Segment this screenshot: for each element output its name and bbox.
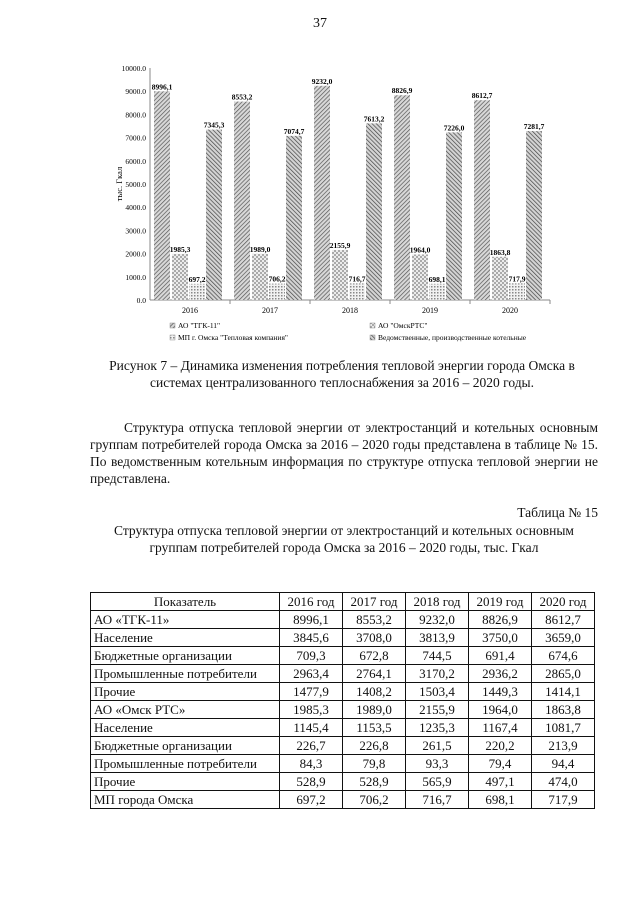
row-value: 9232,0 <box>406 611 469 629</box>
row-value: 3708,0 <box>343 629 406 647</box>
row-label: МП города Омска <box>91 791 280 809</box>
x-tick-label: 2020 <box>502 306 518 315</box>
bar-value-label: 2155,9 <box>329 240 351 250</box>
bar-value-label: 7226,0 <box>443 123 465 133</box>
page-number: 37 <box>313 16 327 31</box>
table-body <box>91 611 595 809</box>
legend-label: Ведомственные, производственные котельные <box>378 333 527 342</box>
table-row <box>91 755 595 773</box>
row-value: 8996,1 <box>280 611 343 629</box>
bar-series-1 <box>172 254 188 300</box>
y-tick-label: 8000.0 <box>125 110 146 120</box>
bar-value-label: 1964,0 <box>409 245 431 255</box>
bar-series-3 <box>446 132 462 300</box>
row-value: 709,3 <box>280 647 343 665</box>
bar-value-label: 7074,7 <box>283 126 305 136</box>
row-value: 1153,5 <box>343 719 406 737</box>
bar-series-2 <box>429 284 445 300</box>
legend-label: АО "ОмскРТС" <box>378 321 428 330</box>
bar-series-1 <box>332 250 348 300</box>
bar-series-2 <box>269 284 285 300</box>
row-value: 220,2 <box>469 737 532 755</box>
y-tick-label: 0.0 <box>136 296 146 305</box>
row-value: 261,5 <box>406 737 469 755</box>
bar-value-label: 716,7 <box>348 274 366 284</box>
legend-swatch <box>170 323 175 328</box>
row-value: 474,0 <box>532 773 595 791</box>
row-label: Прочие <box>91 683 280 701</box>
bar-series-0 <box>474 100 490 300</box>
row-value: 8612,7 <box>532 611 595 629</box>
header-2019: 2019 год <box>469 593 532 611</box>
row-value: 3659,0 <box>532 629 595 647</box>
header-2018: 2018 год <box>406 593 469 611</box>
row-label: Бюджетные организации <box>91 647 280 665</box>
table-row <box>91 647 595 665</box>
y-tick-label: 2000.0 <box>125 249 146 259</box>
legend-swatch <box>170 335 175 340</box>
y-tick-label: 6000.0 <box>125 156 146 166</box>
row-label: Население <box>91 719 280 737</box>
row-value: 1964,0 <box>469 701 532 719</box>
consumption-chart <box>92 52 562 344</box>
y-tick-label: 5000.0 <box>125 180 146 189</box>
header-2020: 2020 год <box>532 593 595 611</box>
table-row <box>91 683 595 701</box>
table-row <box>91 773 595 791</box>
table-row <box>91 701 595 719</box>
bar-value-label: 8553,2 <box>231 92 253 102</box>
header-indicator: Показатель <box>91 593 280 611</box>
table-number: Таблица № 15 <box>517 505 598 520</box>
table-header-row <box>91 593 595 611</box>
row-value: 1985,3 <box>280 701 343 719</box>
bar-series-2 <box>509 283 525 300</box>
row-value: 84,3 <box>280 755 343 773</box>
bar-series-0 <box>234 102 250 300</box>
row-value: 1145,4 <box>280 719 343 737</box>
x-tick-label: 2017 <box>262 306 278 315</box>
bar-value-label: 8826,9 <box>391 86 413 96</box>
row-label: Промышленные потребители <box>91 755 280 773</box>
bar-series-0 <box>314 86 330 300</box>
row-value: 226,8 <box>343 737 406 755</box>
y-tick-label: 1000.0 <box>125 272 146 282</box>
row-value: 674,6 <box>532 647 595 665</box>
row-label: Прочие <box>91 773 280 791</box>
y-tick-label: 9000.0 <box>125 87 146 97</box>
row-value: 698,1 <box>469 791 532 809</box>
body-paragraph: Структура отпуска тепловой энергии от электростанций и котельных основным группам потребителей города Омска за 2016 – 2020 годы представлена в таблице № 15. По ведомственным котельным информация по структуре отпуска тепловой энергии не представлена. <box>90 420 598 486</box>
row-label: Промышленные потребители <box>91 665 280 683</box>
row-value: 3845,6 <box>280 629 343 647</box>
row-value: 2155,9 <box>406 701 469 719</box>
bar-series-3 <box>286 136 302 300</box>
row-value: 8553,2 <box>343 611 406 629</box>
legend-swatch <box>370 323 375 328</box>
bar-series-1 <box>252 254 268 300</box>
row-label: АО «ТГК-11» <box>91 611 280 629</box>
row-value: 565,9 <box>406 773 469 791</box>
row-value: 1235,3 <box>406 719 469 737</box>
bar-series-1 <box>412 254 428 300</box>
bar-series-3 <box>206 130 222 300</box>
bar-value-label: 8996,1 <box>151 82 173 92</box>
bar-value-label: 698,1 <box>428 274 446 284</box>
bar-value-label: 7281,7 <box>523 122 545 132</box>
row-value: 2764,1 <box>343 665 406 683</box>
bar-value-label: 1863,8 <box>489 247 511 257</box>
row-value: 79,8 <box>343 755 406 773</box>
y-tick-label: 7000.0 <box>125 133 146 143</box>
table-row <box>91 611 595 629</box>
row-value: 697,2 <box>280 791 343 809</box>
heat-supply-table <box>90 592 595 809</box>
row-value: 2865,0 <box>532 665 595 683</box>
header-2016: 2016 год <box>280 593 343 611</box>
bar-series-2 <box>189 284 205 300</box>
row-value: 3750,0 <box>469 629 532 647</box>
x-tick-label: 2018 <box>342 306 358 315</box>
row-value: 1477,9 <box>280 683 343 701</box>
row-label: Население <box>91 629 280 647</box>
legend-swatch <box>370 335 375 340</box>
bar-value-label: 706,2 <box>268 274 286 284</box>
legend-label: АО "ТГК-11" <box>178 321 221 330</box>
row-value: 94,4 <box>532 755 595 773</box>
row-value: 528,9 <box>280 773 343 791</box>
figure-caption: Рисунок 7 – Динамика изменения потребления тепловой энергии города Омска в системах централизованного теплоснабжения за 2016 – 2020 годы. <box>109 358 575 390</box>
row-value: 1863,8 <box>532 701 595 719</box>
row-value: 744,5 <box>406 647 469 665</box>
row-value: 2963,4 <box>280 665 343 683</box>
bar-value-label: 717,9 <box>508 274 526 284</box>
row-value: 226,7 <box>280 737 343 755</box>
bar-value-label: 9232,0 <box>311 76 333 86</box>
row-value: 1989,0 <box>343 701 406 719</box>
y-axis-label: тыс. Гкал <box>114 166 124 202</box>
row-value: 93,3 <box>406 755 469 773</box>
row-value: 79,4 <box>469 755 532 773</box>
row-value: 691,4 <box>469 647 532 665</box>
row-value: 497,1 <box>469 773 532 791</box>
bar-series-2 <box>349 283 365 300</box>
bar-series-3 <box>526 131 542 300</box>
bar-value-label: 7613,2 <box>363 114 385 124</box>
row-value: 8826,9 <box>469 611 532 629</box>
table-row <box>91 791 595 809</box>
bar-value-label: 697,2 <box>188 274 206 284</box>
bar-series-0 <box>154 91 170 300</box>
table-row <box>91 737 595 755</box>
row-value: 3170,2 <box>406 665 469 683</box>
row-value: 528,9 <box>343 773 406 791</box>
bar-series-1 <box>492 257 508 300</box>
row-value: 672,8 <box>343 647 406 665</box>
table-row <box>91 665 595 683</box>
x-tick-label: 2016 <box>182 306 198 315</box>
row-label: Бюджетные организации <box>91 737 280 755</box>
row-value: 1081,7 <box>532 719 595 737</box>
row-value: 717,9 <box>532 791 595 809</box>
y-tick-label: 10000.0 <box>121 64 146 73</box>
bar-series-3 <box>366 123 382 300</box>
row-value: 2936,2 <box>469 665 532 683</box>
header-2017: 2017 год <box>343 593 406 611</box>
bar-value-label: 1985,3 <box>169 244 191 254</box>
row-value: 1414,1 <box>532 683 595 701</box>
legend-label: МП г. Омска "Тепловая компания" <box>178 333 288 342</box>
table-row <box>91 719 595 737</box>
x-tick-label: 2019 <box>422 306 438 315</box>
bar-value-label: 8612,7 <box>471 91 493 101</box>
row-value: 213,9 <box>532 737 595 755</box>
row-value: 3813,9 <box>406 629 469 647</box>
table-title: Структура отпуска тепловой энергии от электростанций и котельных основным группам потребителей города Омска за 2016 – 2020 годы, тыс. Гкал <box>114 523 574 555</box>
row-value: 1449,3 <box>469 683 532 701</box>
row-value: 706,2 <box>343 791 406 809</box>
row-value: 1408,2 <box>343 683 406 701</box>
y-tick-label: 4000.0 <box>125 203 146 213</box>
row-value: 716,7 <box>406 791 469 809</box>
table-row <box>91 629 595 647</box>
row-value: 1167,4 <box>469 719 532 737</box>
row-label: АО «Омск РТС» <box>91 701 280 719</box>
row-value: 1503,4 <box>406 683 469 701</box>
bar-series-0 <box>394 95 410 300</box>
bar-value-label: 7345,3 <box>203 120 225 130</box>
bar-value-label: 1989,0 <box>249 244 271 254</box>
y-tick-label: 3000.0 <box>125 226 146 236</box>
bar-chart-svg <box>92 52 562 344</box>
